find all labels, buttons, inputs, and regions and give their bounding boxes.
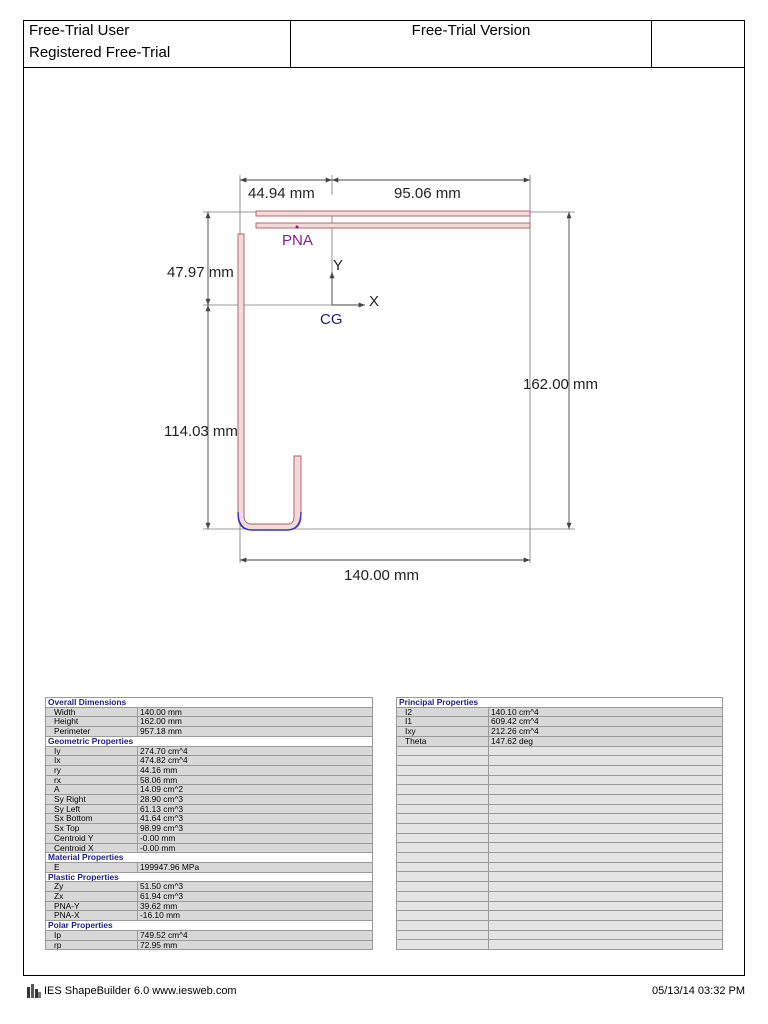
property-label: PNA-Y: [46, 901, 138, 911]
empty-cell: [397, 882, 489, 892]
empty-row: [397, 920, 723, 930]
property-label: Sy Left: [46, 804, 138, 814]
empty-row: [397, 794, 723, 804]
section-shape: [238, 211, 530, 530]
property-label: rp: [46, 940, 138, 950]
property-label: I1: [397, 717, 489, 727]
table-row: [46, 785, 373, 795]
section-header: Polar Properties: [46, 921, 373, 931]
empty-cell: [489, 882, 723, 892]
property-value: 140.10 cm^4: [489, 707, 723, 717]
empty-cell: [397, 872, 489, 882]
property-value: 39.62 mm: [138, 901, 373, 911]
property-label: Centroid X: [46, 843, 138, 853]
empty-cell: [397, 794, 489, 804]
property-label: Ixy: [397, 727, 489, 737]
extension-lines: [203, 175, 575, 563]
empty-cell: [397, 930, 489, 940]
empty-cell: [489, 814, 723, 824]
table-row: [46, 775, 373, 785]
property-label: Width: [46, 707, 138, 717]
table-row: [46, 707, 373, 717]
table-row: [46, 843, 373, 853]
empty-cell: [489, 824, 723, 834]
property-value: 72.95 mm: [138, 940, 373, 950]
empty-cell: [397, 901, 489, 911]
empty-row: [397, 882, 723, 892]
property-value: 51.50 cm^3: [138, 882, 373, 892]
empty-cell: [489, 940, 723, 950]
empty-cell: [489, 775, 723, 785]
property-value: 274.70 cm^4: [138, 746, 373, 756]
empty-row: [397, 843, 723, 853]
property-label: Perimeter: [46, 727, 138, 737]
dim-right-width: 95.06 mm: [394, 185, 461, 202]
property-value: -0.00 mm: [138, 843, 373, 853]
property-label: Zx: [46, 892, 138, 902]
table-row: [46, 833, 373, 843]
empty-cell: [397, 756, 489, 766]
empty-cell: [397, 746, 489, 756]
dim-height: 162.00 mm: [523, 376, 599, 393]
property-value: -16.10 mm: [138, 911, 373, 921]
empty-cell: [489, 843, 723, 853]
table-row: [46, 930, 373, 940]
pna-marker: [296, 226, 299, 229]
empty-cell: [489, 853, 723, 863]
section-header-row: [46, 698, 373, 708]
centroid-axes: [332, 272, 365, 305]
empty-cell: [397, 911, 489, 921]
empty-cell: [397, 853, 489, 863]
empty-cell: [397, 804, 489, 814]
empty-cell: [489, 930, 723, 940]
table-row: [46, 940, 373, 950]
empty-row: [397, 814, 723, 824]
table-row: [46, 756, 373, 766]
property-label: ry: [46, 765, 138, 775]
section-header: Principal Properties: [397, 698, 723, 708]
table-row: [46, 892, 373, 902]
header-user-line1: Free-Trial User: [29, 22, 130, 39]
property-value: 162.00 mm: [138, 717, 373, 727]
empty-row: [397, 940, 723, 950]
empty-cell: [489, 862, 723, 872]
section-header: Plastic Properties: [46, 872, 373, 882]
empty-row: [397, 872, 723, 882]
property-value: 14.09 cm^2: [138, 785, 373, 795]
property-value: 212.26 cm^4: [489, 727, 723, 737]
property-label: Centroid Y: [46, 833, 138, 843]
report-footer: [27, 984, 745, 1000]
table-row: [46, 717, 373, 727]
table-row: [397, 707, 723, 717]
property-value: 749.52 cm^4: [138, 930, 373, 940]
header-version: Free-Trial Version: [411, 22, 531, 39]
empty-row: [397, 756, 723, 766]
dimension-lines: [208, 180, 569, 560]
empty-cell: [397, 862, 489, 872]
section-header-row: [46, 853, 373, 863]
table-row: [46, 862, 373, 872]
empty-cell: [489, 756, 723, 766]
empty-cell: [397, 891, 489, 901]
property-value: 957.18 mm: [138, 727, 373, 737]
properties-table-left: [45, 697, 373, 950]
table-row: [46, 901, 373, 911]
property-label: PNA-X: [46, 911, 138, 921]
dim-cg-to-bottom: 114.03 mm: [164, 423, 238, 440]
property-label: Iy: [46, 746, 138, 756]
table-row: [46, 911, 373, 921]
y-axis-label: Y: [333, 257, 344, 274]
empty-cell: [489, 794, 723, 804]
section-header: Geometric Properties: [46, 736, 373, 746]
property-value: 61.13 cm^3: [138, 804, 373, 814]
table-row: [46, 795, 373, 805]
empty-cell: [397, 833, 489, 843]
cg-label: CG: [320, 311, 343, 328]
empty-cell: [489, 746, 723, 756]
empty-cell: [397, 765, 489, 775]
table-row: [397, 727, 723, 737]
empty-cell: [397, 775, 489, 785]
empty-row: [397, 862, 723, 872]
empty-row: [397, 775, 723, 785]
empty-row: [397, 765, 723, 775]
empty-row: [397, 833, 723, 843]
property-value: 61.94 cm^3: [138, 892, 373, 902]
property-value: 41.64 cm^3: [138, 814, 373, 824]
property-label: Height: [46, 717, 138, 727]
property-label: A: [46, 785, 138, 795]
empty-cell: [489, 891, 723, 901]
pna-label: PNA: [282, 232, 313, 249]
table-row: [397, 736, 723, 746]
property-label: Sx Bottom: [46, 814, 138, 824]
x-axis-label: X: [369, 293, 380, 310]
empty-cell: [397, 940, 489, 950]
empty-cell: [489, 901, 723, 911]
empty-cell: [397, 824, 489, 834]
table-row: [46, 824, 373, 834]
empty-row: [397, 901, 723, 911]
section-header: Overall Dimensions: [46, 698, 373, 708]
dim-width: 140.00 mm: [344, 567, 420, 584]
section-header-row: [397, 698, 723, 708]
empty-row: [397, 853, 723, 863]
footer-product: IES ShapeBuilder 6.0 www.iesweb.com: [44, 985, 237, 997]
property-value: 199947.96 MPa: [138, 862, 373, 872]
property-value: 140.00 mm: [138, 707, 373, 717]
empty-cell: [489, 804, 723, 814]
empty-row: [397, 824, 723, 834]
dim-left-flange: 44.94 mm: [248, 185, 315, 202]
empty-cell: [397, 814, 489, 824]
properties-table-right: [396, 697, 723, 950]
property-value: -0.00 mm: [138, 833, 373, 843]
property-value: 609.42 cm^4: [489, 717, 723, 727]
section-header-row: [46, 872, 373, 882]
empty-cell: [489, 765, 723, 775]
property-label: Ip: [46, 930, 138, 940]
property-value: 98.99 cm^3: [138, 824, 373, 834]
section-header: Material Properties: [46, 853, 373, 863]
property-label: Sx Top: [46, 824, 138, 834]
empty-cell: [489, 920, 723, 930]
table-row: [46, 727, 373, 737]
section-header-row: [46, 736, 373, 746]
property-value: 44.16 mm: [138, 765, 373, 775]
empty-cell: [489, 785, 723, 795]
property-value: 28.90 cm^3: [138, 795, 373, 805]
section-header-row: [46, 921, 373, 931]
property-value: 147.62 deg: [489, 736, 723, 746]
table-row: [46, 765, 373, 775]
footer-date: 05/13/14 03:32 PM: [652, 985, 745, 997]
empty-cell: [489, 911, 723, 921]
empty-cell: [489, 833, 723, 843]
property-label: rx: [46, 775, 138, 785]
property-label: Ix: [46, 756, 138, 766]
table-row: [46, 814, 373, 824]
property-label: E: [46, 862, 138, 872]
empty-row: [397, 785, 723, 795]
empty-row: [397, 804, 723, 814]
empty-cell: [489, 872, 723, 882]
empty-row: [397, 746, 723, 756]
table-row: [46, 804, 373, 814]
property-label: Sy Right: [46, 795, 138, 805]
empty-row: [397, 930, 723, 940]
dim-top-to-cg: 47.97 mm: [167, 264, 234, 281]
empty-cell: [397, 920, 489, 930]
table-row: [397, 717, 723, 727]
table-row: [46, 746, 373, 756]
property-label: Theta: [397, 736, 489, 746]
property-label: Zy: [46, 882, 138, 892]
header-user-line2: Registered Free-Trial: [29, 44, 171, 61]
property-label: I2: [397, 707, 489, 717]
empty-cell: [397, 843, 489, 853]
property-value: 474.82 cm^4: [138, 756, 373, 766]
empty-row: [397, 911, 723, 921]
ies-logo-icon: [27, 984, 41, 998]
empty-row: [397, 891, 723, 901]
empty-cell: [397, 785, 489, 795]
property-value: 58.06 mm: [138, 775, 373, 785]
table-row: [46, 882, 373, 892]
